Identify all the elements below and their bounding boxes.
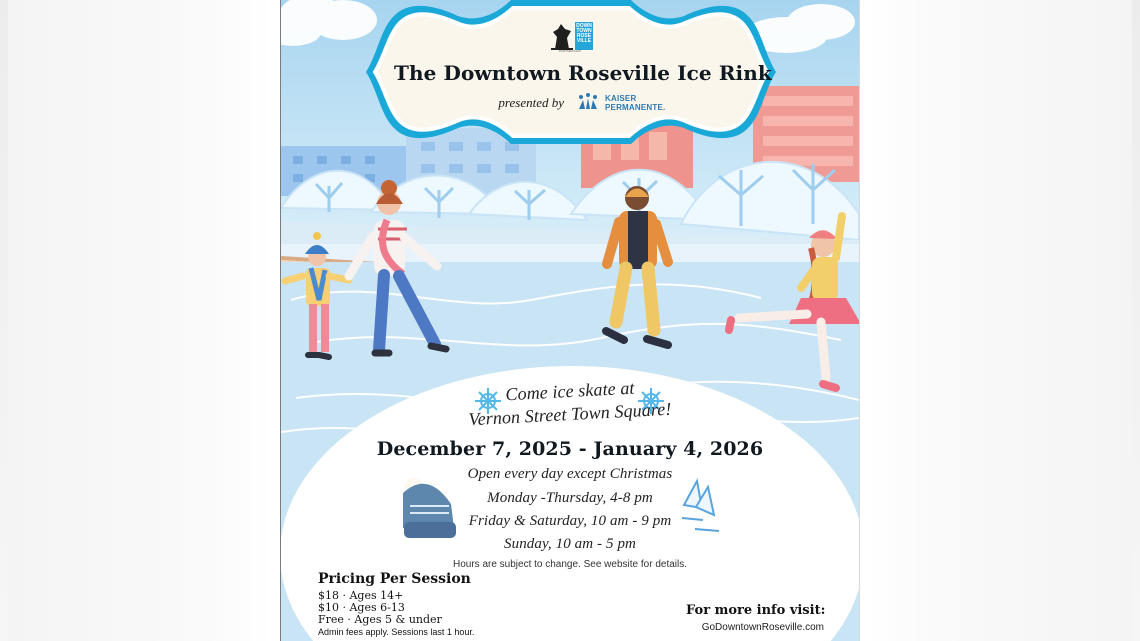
pricing-title: Pricing Per Session: [318, 571, 471, 587]
presented-by-label: presented by: [498, 95, 564, 110]
left-background-stripe: [0, 0, 8, 641]
hours-line-1: Open every day except Christmas: [467, 466, 673, 482]
partner-logo-box: [575, 22, 593, 50]
pricing-section: [318, 570, 518, 638]
kaiser-line-2: PERMANENTE.: [605, 103, 666, 112]
poster-title: The Downtown Roseville Ice Rink: [394, 61, 772, 85]
ice-rink-poster: [280, 0, 860, 641]
partner-logo-text: DOWN TOWN ROSE VILLE: [576, 23, 592, 44]
kaiser-line-1: KAISER: [605, 94, 637, 103]
price-item: Free · Ages 5 & under: [318, 613, 442, 626]
hours-line-3: Friday & Saturday, 10 am - 9 pm: [468, 513, 672, 529]
hours-note: Hours are subject to change. See website for details.: [452, 559, 688, 570]
kaiser-permanente-icon: [577, 92, 599, 110]
pricing-note: Admin fees apply. Sessions last 1 hour.: [318, 627, 475, 637]
kaiser-permanente-logo-text: [605, 94, 675, 112]
hours-line-2: Monday -Thursday, 4-8 pm: [487, 490, 653, 506]
price-item: $18 · Ages 14+: [318, 589, 404, 602]
event-dates: December 7, 2025 - January 4, 2026: [376, 438, 764, 460]
headline-line-1: Come ice skate at: [504, 377, 635, 405]
more-info-title: For more info visit:: [686, 603, 826, 618]
website-link[interactable]: GoDowntownRoseville.com: [701, 622, 824, 633]
headline-line-2: Vernon Street Town Square!: [468, 398, 672, 430]
partner-tagline: PARTNERSHIP: [558, 49, 582, 53]
price-item: $10 · Ages 6-13: [318, 601, 405, 614]
right-background-stripe: [1132, 0, 1140, 641]
statue-icon: [551, 24, 573, 50]
hours-line-4: Sunday, 10 am - 5 pm: [504, 536, 636, 552]
